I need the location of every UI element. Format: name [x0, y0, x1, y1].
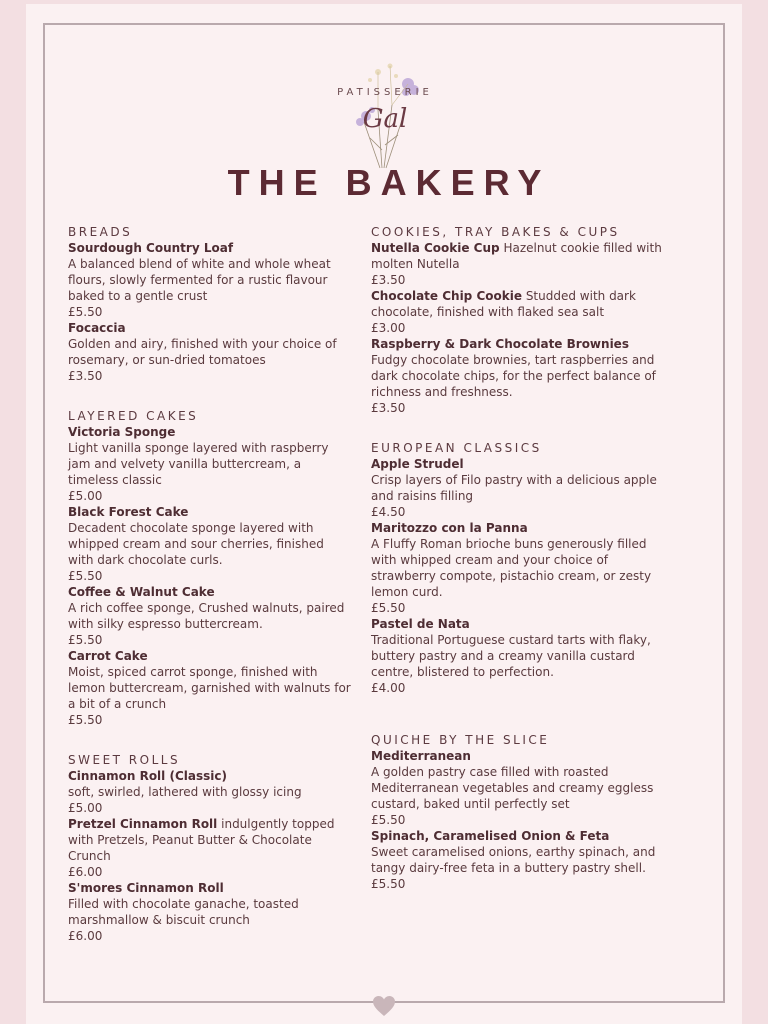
item-description: soft, swirled, lathered with glossy icing	[68, 785, 302, 799]
item-price: £3.50	[371, 401, 406, 415]
item-name: Spinach, Caramelised Onion & Feta	[371, 829, 610, 843]
item-name: Carrot Cake	[68, 649, 148, 663]
item-name: Chocolate Chip Cookie	[371, 289, 522, 303]
item-with-inline-description	[68, 816, 353, 864]
section-quiche-by-the-slice	[371, 732, 671, 892]
item-price: £5.50	[371, 601, 406, 615]
section-breads	[68, 224, 353, 384]
item-name: Mediterranean	[371, 749, 471, 763]
section-title: LAYERED CAKES	[68, 409, 199, 423]
item-with-inline-description	[371, 288, 671, 320]
item-name: Victoria Sponge	[68, 425, 176, 439]
item-price: £3.50	[68, 369, 103, 383]
item-name: Focaccia	[68, 321, 126, 335]
item-price: £5.50	[68, 633, 103, 647]
heart-icon	[372, 995, 396, 1017]
item-name: Raspberry & Dark Chocolate Brownies	[371, 337, 629, 351]
item-price: £5.50	[68, 713, 103, 727]
section-title: QUICHE BY THE SLICE	[371, 733, 550, 747]
item-price: £4.00	[371, 681, 406, 695]
item-description: indulgently topped with Pretzels, Peanut Butter & Chocolate Crunch	[68, 817, 335, 863]
brand-wordmark: PATISSERIE	[337, 87, 433, 98]
item-name: Sourdough Country Loaf	[68, 241, 234, 255]
section-title: EUROPEAN CLASSICS	[371, 441, 542, 455]
section-title: BREADS	[68, 225, 133, 239]
item-price: £4.50	[371, 505, 406, 519]
item-name: Black Forest Cake	[68, 505, 189, 519]
item-name: Apple Strudel	[371, 457, 464, 471]
item-name: Coffee & Walnut Cake	[68, 585, 215, 599]
item-description: Fudgy chocolate brownies, tart raspberries and dark chocolate chips, for the perfect balance of richness and freshness.	[371, 353, 656, 399]
section-title: SWEET ROLLS	[68, 753, 181, 767]
item-price: £6.00	[68, 865, 103, 879]
item-description: A balanced blend of white and whole wheat flours, slowly fermented for a rustic flavour baked to a gentle crust	[68, 257, 331, 303]
item-with-inline-description	[371, 240, 671, 272]
item-price: £5.00	[68, 801, 103, 815]
section-layered-cakes	[68, 408, 353, 728]
item-name: Nutella Cookie Cup	[371, 241, 500, 255]
item-price: £3.00	[371, 321, 406, 335]
menu-column-right	[371, 224, 671, 892]
item-description: A Fluffy Roman brioche buns generously filled with whipped cream and your choice of strawberry compote, pistachio cream, or zesty lemon curd.	[371, 537, 652, 599]
section-european-classics	[371, 440, 671, 696]
item-description: Crisp layers of Filo pastry with a delicious apple and raisins filling	[371, 473, 657, 503]
item-name: Maritozzo con la Panna	[371, 521, 528, 535]
section-cookies-tray-bakes-cups	[371, 224, 671, 416]
item-price: £5.50	[371, 813, 406, 827]
item-name: Cinnamon Roll (Classic)	[68, 769, 227, 783]
item-description: Hazelnut cookie filled with molten Nutella	[371, 241, 662, 271]
item-price: £6.00	[68, 929, 103, 943]
brand-logo	[320, 50, 450, 170]
item-price: £3.50	[371, 273, 406, 287]
item-price: £5.50	[68, 569, 103, 583]
item-price: £5.00	[68, 489, 103, 503]
item-price: £5.50	[371, 877, 406, 891]
item-description: Moist, spiced carrot sponge, finished with lemon buttercream, garnished with walnuts for a bit of a crunch	[68, 665, 351, 711]
item-description: A rich coffee sponge, Crushed walnuts, paired with silky espresso buttercream.	[68, 601, 345, 631]
item-name: Pastel de Nata	[371, 617, 470, 631]
page-title: THE BAKERY	[227, 162, 551, 203]
item-description: Traditional Portuguese custard tarts with flaky, buttery pastry and a creamy vanilla custard centre, blistered to perfection.	[371, 633, 651, 679]
section-sweet-rolls	[68, 752, 353, 944]
item-price: £5.50	[68, 305, 103, 319]
item-description: Sweet caramelised onions, earthy spinach, and tangy dairy-free feta in a buttery pastry shell.	[371, 845, 656, 875]
item-description: Filled with chocolate ganache, toasted marshmallow & biscuit crunch	[68, 897, 299, 927]
brand-script-name: Gal	[362, 104, 408, 134]
item-name: Pretzel Cinnamon Roll	[68, 817, 218, 831]
item-name: S'mores Cinnamon Roll	[68, 881, 224, 895]
menu-column-left	[68, 224, 353, 944]
item-description: A golden pastry case filled with roasted Mediterranean vegetables and creamy eggless custard, baked until perfectly set	[371, 765, 654, 811]
item-description: Studded with dark chocolate, finished with flaked sea salt	[371, 289, 636, 319]
item-description: Decadent chocolate sponge layered with whipped cream and sour cherries, finished with dark chocolate curls.	[68, 521, 324, 567]
section-title: COOKIES, TRAY BAKES & CUPS	[371, 225, 620, 239]
item-description: Light vanilla sponge layered with raspberry jam and velvety vanilla buttercream, a timeless classic	[68, 441, 329, 487]
item-description: Golden and airy, finished with your choice of rosemary, or sun-dried tomatoes	[68, 337, 337, 367]
